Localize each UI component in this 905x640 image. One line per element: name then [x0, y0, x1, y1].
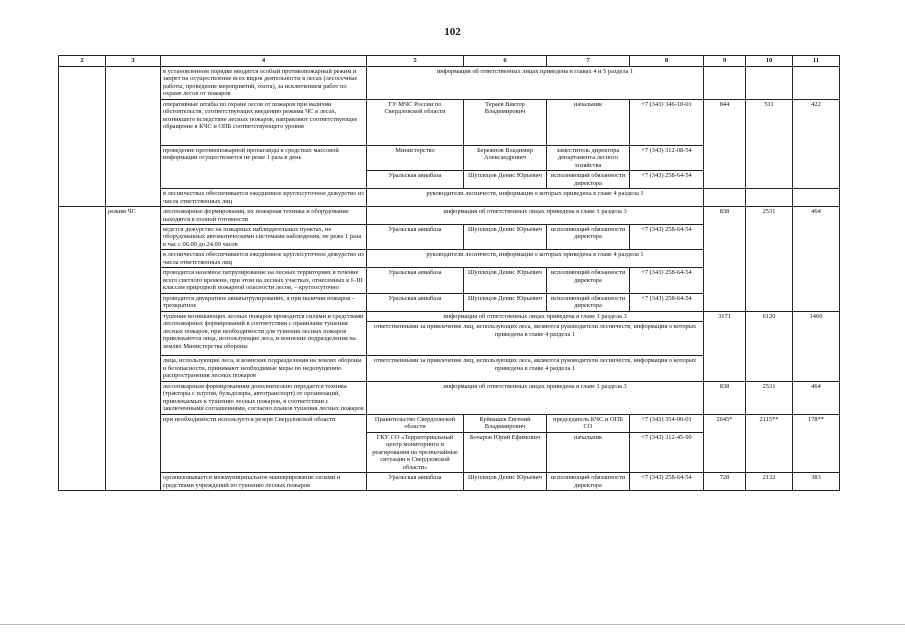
cell-measure: организовывается межмуниципальное маневрирование силами и средствами учреждений по тушению лесных пожаров — [161, 473, 367, 491]
col-header: 6 — [464, 56, 547, 67]
table-row — [59, 473, 840, 491]
cell-col11: 422 — [793, 99, 840, 188]
cell-col9: 3171 — [704, 311, 746, 381]
cell-phone: +7 (343) 258-64-54 — [630, 268, 704, 293]
cell-measure: лица, использующие леса, и воинские подразделения на землях обороны и безопасности, принимают необходимые меры по недопущению распространения лесных пожаров — [161, 356, 367, 381]
cell-organization: ГКУ СО «Территориальный центр мониторинга и реагирования на чрезвычайные ситуации в Свердловской области» — [367, 432, 464, 472]
cell-forces — [704, 66, 746, 99]
page-number: 102 — [444, 26, 461, 38]
col-header: 11 — [793, 56, 840, 67]
cell-phone: +7 (343) 258-64-54 — [630, 293, 704, 311]
cell-col11: 383 — [793, 473, 840, 491]
cell-responsible-info: информация об ответственных лицах приведена в главе 1 раздела 3 — [367, 207, 704, 225]
cell-person: Тераев Виктор Владимирович — [464, 99, 547, 145]
cell-col9: 838 — [704, 381, 746, 414]
cell-col11: 1460 — [793, 311, 840, 381]
cell-col11: 464 — [793, 381, 840, 414]
cell-position: исполняющий обязанности директора — [547, 171, 630, 189]
cell-col10: 2531 — [746, 207, 793, 312]
cell-organization: Уральская авиабаза — [367, 225, 464, 250]
cell-col9: 728 — [704, 473, 746, 491]
cell-col10: 2531 — [746, 381, 793, 414]
col-header: 8 — [630, 56, 704, 67]
cell-col9: 838 — [704, 207, 746, 312]
cell-measure: в лесничествах обеспечивается ежедневное круглосуточное дежурство из числа ответственных лиц — [161, 250, 367, 268]
cell-position: исполняющий обязанности директора — [547, 268, 630, 293]
cell-phone: +7 (343) 346-10-01 — [630, 99, 704, 145]
cell-col10: 511 — [746, 99, 793, 188]
cell-position: председатель КЧС и ОПБ СО — [547, 414, 630, 432]
col-header: 3 — [106, 56, 161, 67]
cell-organization: Уральская авиабаза — [367, 473, 464, 491]
cell-responsible-info: информация об ответственных лицах приведена в главах 4 и 5 раздела 1 — [367, 66, 704, 99]
cell-col10: 2115** — [746, 414, 793, 472]
cell-person: Бочаров Юрий Ефимович — [464, 432, 547, 472]
col-header: 2 — [59, 56, 106, 67]
cell-measure: оперативные штабы по охране лесов от пожаров при наличии обстоятельств, соответствующих введению режима ЧС в лесах, возникшего вследствие лесных пожаров, направляют соответствующее обращение в КЧС и ОПБ соответствующего уровня — [161, 99, 367, 145]
cell-person: Куйвашев Евгений Владимирович — [464, 414, 547, 432]
cell-phone: +7 (343) 258-64-54 — [630, 171, 704, 189]
table-header-row — [59, 56, 840, 67]
cell-responsible-info: информация об ответственных лицах приведена в главе 1 раздела 3 — [367, 311, 704, 321]
cell-position: исполняющий обязанности директора — [547, 225, 630, 250]
table-row — [59, 189, 840, 207]
cell-person: Шуплецов Денис Юрьевич — [464, 293, 547, 311]
cell-regime: режим ЧС — [106, 207, 161, 491]
cell-col9: 844 — [704, 99, 746, 188]
cell-phone: +7 (343) 258-64-54 — [630, 225, 704, 250]
forest-fire-plan-table — [58, 55, 840, 491]
cell-measure: в лесничествах обеспечивается ежедневное круглосуточное дежурство из числа ответственных лиц — [161, 189, 367, 207]
cell-organization: Правительство Свердловской области — [367, 414, 464, 432]
cell-position: исполняющий обязанности директора — [547, 473, 630, 491]
cell-col2 — [59, 66, 106, 206]
cell-measure: ведется дежурство на пожарных наблюдательных пунктах, не оборудованных автоматическими системами наблюдения, не реже 1 раза в час с 06.00 до 24.00 часов — [161, 225, 367, 250]
cell-position: исполняющий обязанности директора — [547, 293, 630, 311]
cell-measure: проводится наземное патрулирование на лесных территориях в течение всего светлого времени, при этом на лесных участках, отнесенных к I–III классам природной пожарной опасности лесов, – круглосуточно — [161, 268, 367, 293]
cell-equipment — [793, 66, 840, 99]
cell-col9 — [704, 189, 746, 207]
cell-means — [746, 66, 793, 99]
cell-col10: 6120 — [746, 311, 793, 381]
cell-measure: лесопожарным формированиям дополнительно передается техника (тракторы с плугом, бульдозеры, автотранспорт) от организаций, привлекаемых к тушению лесных пожаров, в соответствии с заключенными соглашениями, согласно планов тушения лесных пожаров — [161, 381, 367, 414]
cell-measure: при необходимости используется резерв Свердловской области — [161, 414, 367, 472]
cell-phone: +7 (343) 312-08-54 — [630, 145, 704, 170]
cell-responsible-info: руководители лесничеств, информация о которых приведена в главе 4 раздела 1 — [367, 189, 704, 207]
cell-phone: +7 (343) 354-00-01 — [630, 414, 704, 432]
cell-person: Шуплецов Денис Юрьевич — [464, 225, 547, 250]
cell-measure: проводится двукратное авиапатрулирование, а при наличии пожаров – трехкратное — [161, 293, 367, 311]
cell-organization: Уральская авиабаза — [367, 268, 464, 293]
cell-measure: в установленном порядке вводится особый противопожарный режим и запрет на осуществление всех видов деятельности в лесах (лесосечные работы, проведение мероприятий, охота), за исключением работ по охране лесов от пожаров — [161, 66, 367, 99]
col-header: 5 — [367, 56, 464, 67]
table-row — [59, 381, 840, 414]
cell-position: начальник — [547, 99, 630, 145]
cell-regime — [106, 66, 161, 206]
cell-organization: Министерство — [367, 145, 464, 170]
cell-organization: ГУ МЧС России по Свердловской области — [367, 99, 464, 145]
cell-organization: Уральская авиабаза — [367, 171, 464, 189]
cell-person: Шуплецов Денис Юрьевич — [464, 268, 547, 293]
table-row — [59, 66, 840, 99]
cell-col10 — [746, 189, 793, 207]
col-header: 4 — [161, 56, 367, 67]
cell-person: Шуплецов Денис Юрьевич — [464, 473, 547, 491]
cell-measure: проведение противопожарной пропаганды в средствах массовой информации осуществляется не реже 1 раза в день — [161, 145, 367, 188]
table-row — [59, 99, 840, 145]
cell-phone: +7 (343) 312-45-90 — [630, 432, 704, 472]
cell-organization: Уральская авиабаза — [367, 293, 464, 311]
table-row — [59, 207, 840, 225]
cell-person: Шуплецов Денис Юрьевич — [464, 171, 547, 189]
col-header: 9 — [704, 56, 746, 67]
cell-col11: 178** — [793, 414, 840, 472]
cell-col9: 2645* — [704, 414, 746, 472]
cell-measure: лесопожарные формирования, их пожарная техника и оборудование находятся в полной готовности — [161, 207, 367, 225]
cell-position: начальник — [547, 432, 630, 472]
cell-person: Бережнов Владимир Александрович — [464, 145, 547, 170]
cell-responsible-info: руководители лесничеств, информация о которых приведена в главе 4 раздела 1 — [367, 250, 704, 268]
cell-col2 — [59, 207, 106, 491]
cell-responsible-info: информация об ответственных лицах приведена в главе 1 раздела 3 — [367, 381, 704, 414]
page-bottom-edge — [0, 624, 905, 625]
table-row — [59, 311, 840, 321]
cell-responsible-info: ответственными за привлечение лиц, использующих леса, являются руководители лесничеств, информация о которых приведена в главе 4 раздела 1 — [367, 322, 704, 356]
cell-measure: тушение возникающих лесных пожаров проводится силами и средствами лесопожарных формирований в соответствии с правилами тушения лесных пожаров, при необходимости для тушения лесных пожаров привлекаются лица, использующие леса, и воинские подразделения на землях Министерства обороны — [161, 311, 367, 355]
col-header: 7 — [547, 56, 630, 67]
cell-position: заместитель директора департамента лесного хозяйства — [547, 145, 630, 170]
cell-col11: 464 — [793, 207, 840, 312]
cell-responsible-info: ответственными за привлечение лиц, использующих леса, являются руководители лесничеств, информация о которых приведена в главе 4 раздела 1 — [367, 356, 704, 381]
cell-col10: 2132 — [746, 473, 793, 491]
col-header: 10 — [746, 56, 793, 67]
table-row — [59, 414, 840, 432]
cell-phone: +7 (343) 258-64-54 — [630, 473, 704, 491]
cell-col11 — [793, 189, 840, 207]
